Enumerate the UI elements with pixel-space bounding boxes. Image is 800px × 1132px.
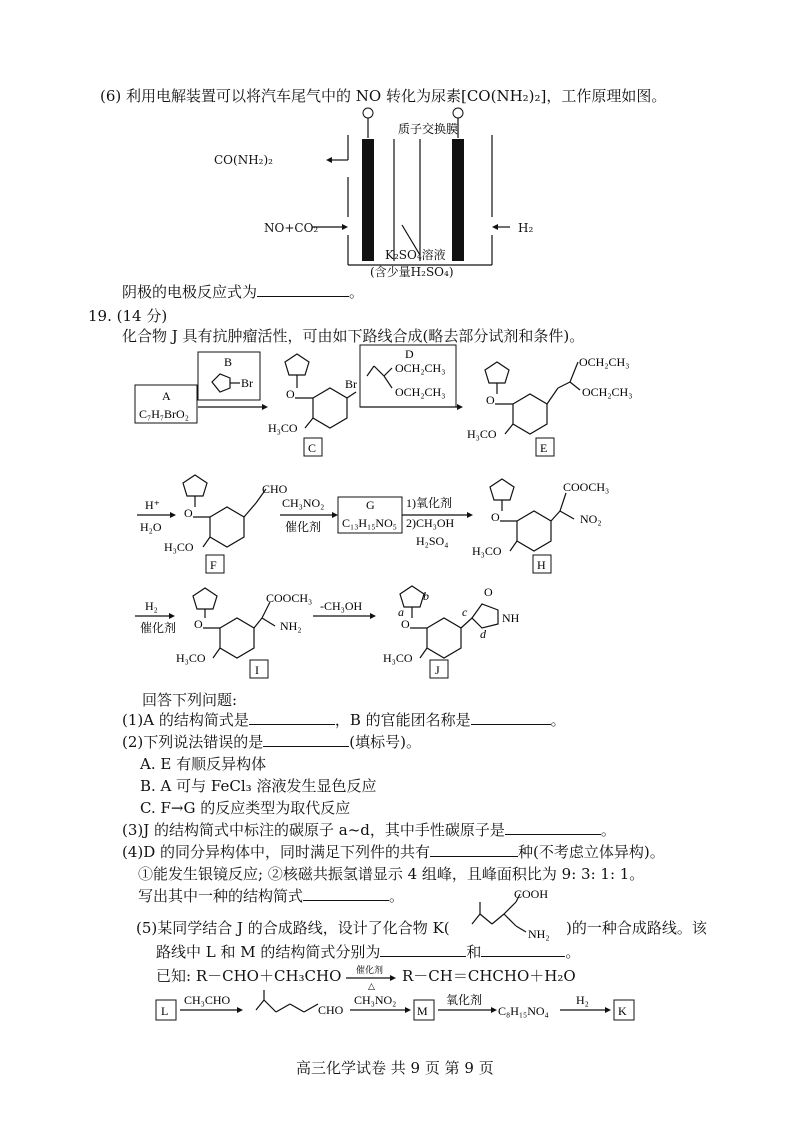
svg-text:H₂: H₂ [145, 599, 158, 613]
h2-label: H₂ [518, 221, 534, 235]
solution-note: (含少量H₂SO₄) [370, 265, 454, 279]
svg-text:催化剂: 催化剂 [140, 621, 177, 635]
svg-text:O: O [484, 585, 493, 599]
scheme-row-2 [0, 465, 800, 580]
k-route [0, 990, 800, 1040]
svg-text:1)氧化剂: 1)氧化剂 [406, 496, 452, 510]
svg-text:CHO: CHO [318, 1003, 344, 1017]
known-reaction: 已知: R－CHO＋CH₃CHO [156, 967, 342, 985]
svg-text:-CH₃OH: -CH₃OH [320, 599, 363, 613]
left-electrode [362, 139, 374, 261]
svg-text:COOCH₃: COOCH₃ [266, 591, 313, 605]
svg-text:c: c [462, 605, 468, 619]
svg-text:OCH₂CH₃: OCH₂CH₃ [395, 361, 446, 375]
svg-text:H⁺: H⁺ [145, 498, 160, 512]
svg-text:NH₂: NH₂ [280, 619, 302, 633]
svg-text:H₃CO: H₃CO [472, 544, 502, 558]
svg-text:d: d [480, 627, 486, 641]
svg-text:H₂O: H₂O [140, 520, 162, 534]
svg-text:E: E [540, 441, 548, 455]
scheme-row-3 [0, 578, 800, 688]
svg-text:C₈H₁₅NO₄: C₈H₁₅NO₄ [498, 1004, 549, 1018]
q2-option-b: B. A 可与 FeCl₃ 溶液发生显色反应 [140, 777, 377, 795]
svg-text:C₁₃H₁₅NO₅: C₁₃H₁₅NO₅ [342, 516, 397, 530]
urea-label: CO(NH₂)₂ [214, 153, 273, 167]
svg-text:Br: Br [345, 377, 357, 391]
q4: (4)D 的同分异构体中，同时满足下列件的共有 种(不考虑立体异构)。 [122, 843, 665, 861]
known-arrow [342, 962, 402, 992]
svg-text:催化剂: 催化剂 [285, 520, 322, 534]
q5-lm: 路线中 L 和 M 的结构简式分别为 和 。 [156, 943, 581, 961]
right-electrode [452, 139, 464, 261]
cathode-question: 阴极的电极反应式为 。 [122, 283, 365, 301]
svg-text:H₃CO: H₃CO [268, 421, 298, 435]
svg-text:O: O [491, 510, 500, 524]
svg-text:CHO: CHO [262, 482, 288, 496]
svg-text:NH₂: NH₂ [528, 927, 550, 941]
q19-intro: 化合物 J 具有抗肿瘤活性，可由如下路线合成(略去部分试剂和条件)。 [122, 327, 585, 345]
svg-text:CH₃NO₂: CH₃NO₂ [282, 496, 325, 510]
svg-text:2)CH₃OH: 2)CH₃OH [406, 516, 455, 530]
svg-text:OCH₂CH₃: OCH₂CH₃ [582, 385, 633, 399]
q18-6-text: (6) 利用电解装置可以将汽车尾气中的 NO 转化为尿素[CO(NH₂)₂]，工作原理如图。 [100, 87, 667, 105]
q5: (5)某同学结合 J 的合成路线，设计了化合物 K( [136, 919, 450, 937]
svg-text:G: G [366, 498, 375, 512]
q19-header: 19. (14 分) [88, 307, 168, 325]
compound-k-structure [464, 888, 564, 948]
svg-text:CH₃NO₂: CH₃NO₂ [354, 993, 397, 1007]
svg-text:O: O [286, 387, 295, 401]
page-footer: 高三化学试卷 共 9 页 第 9 页 [296, 1059, 494, 1077]
svg-text:H₃CO: H₃CO [467, 427, 497, 441]
q5-cont: )的一种合成路线。该 [566, 919, 707, 937]
no-co2-label: NO+CO₂ [264, 221, 319, 235]
scheme-row-1 [0, 340, 800, 470]
q3: (3)J 的结构简式中标注的碳原子 a~d，其中手性碳原子是 。 [122, 821, 616, 839]
q2-option-c: C. F→G 的反应类型为取代反应 [140, 799, 351, 817]
svg-text:CH₃CHO: CH₃CHO [184, 993, 231, 1007]
svg-text:Br: Br [241, 376, 253, 390]
svg-text:H₃CO: H₃CO [164, 540, 194, 554]
q4-conditions: ①能发生银镜反应; ②核磁共振氢谱显示 4 组峰，且峰面积比为 9: 3: 1: 1。 [138, 865, 645, 883]
svg-text:NH: NH [502, 611, 520, 625]
svg-text:b: b [423, 589, 429, 603]
svg-text:D: D [405, 347, 414, 361]
svg-text:a: a [398, 605, 404, 619]
svg-text:M: M [417, 1004, 428, 1018]
svg-text:C₇H₇BrO₂: C₇H₇BrO₂ [139, 407, 189, 421]
svg-text:O: O [486, 393, 495, 407]
svg-text:OCH₂CH₃: OCH₂CH₃ [395, 385, 446, 399]
svg-text:B: B [224, 355, 233, 369]
solution-label: K₂SO₄溶液 [385, 248, 446, 262]
svg-text:COOCH₃: COOCH₃ [563, 480, 610, 494]
svg-text:O: O [401, 617, 410, 631]
svg-text:C: C [308, 441, 317, 455]
svg-text:COOH: COOH [514, 888, 549, 901]
svg-text:O: O [184, 506, 193, 520]
svg-text:H₃CO: H₃CO [176, 651, 206, 665]
known-product: R－CH＝CHCHO＋H₂O [402, 967, 576, 985]
svg-text:A: A [162, 389, 171, 403]
svg-text:J: J [435, 663, 440, 677]
membrane-label: 质子交换膜 [398, 122, 459, 136]
svg-text:△: △ [368, 981, 375, 991]
svg-text:H: H [537, 558, 546, 572]
answer-intro: 回答下列问题: [142, 691, 238, 709]
svg-text:I: I [255, 663, 259, 677]
svg-text:氧化剂: 氧化剂 [446, 993, 483, 1007]
q4-write: 写出其中一种的结构简式 。 [138, 887, 405, 905]
svg-text:H₃CO: H₃CO [383, 651, 413, 665]
q2: (2)下列说法错误的是 (填标号)。 [122, 733, 421, 751]
svg-text:K: K [618, 1004, 627, 1018]
svg-text:L: L [161, 1004, 169, 1018]
svg-text:H₂: H₂ [576, 993, 589, 1007]
svg-text:O: O [194, 617, 203, 631]
svg-text:H₂SO₄: H₂SO₄ [416, 534, 449, 548]
q2-option-a: A. E 有顺反异构体 [140, 755, 267, 773]
q1: (1)A 的结构简式是 ，B 的官能团名称是 。 [122, 711, 566, 729]
svg-text:NO₂: NO₂ [580, 512, 602, 526]
svg-text:F: F [210, 558, 217, 572]
svg-text:催化剂: 催化剂 [356, 965, 384, 975]
svg-text:OCH₂CH₃: OCH₂CH₃ [579, 355, 630, 369]
